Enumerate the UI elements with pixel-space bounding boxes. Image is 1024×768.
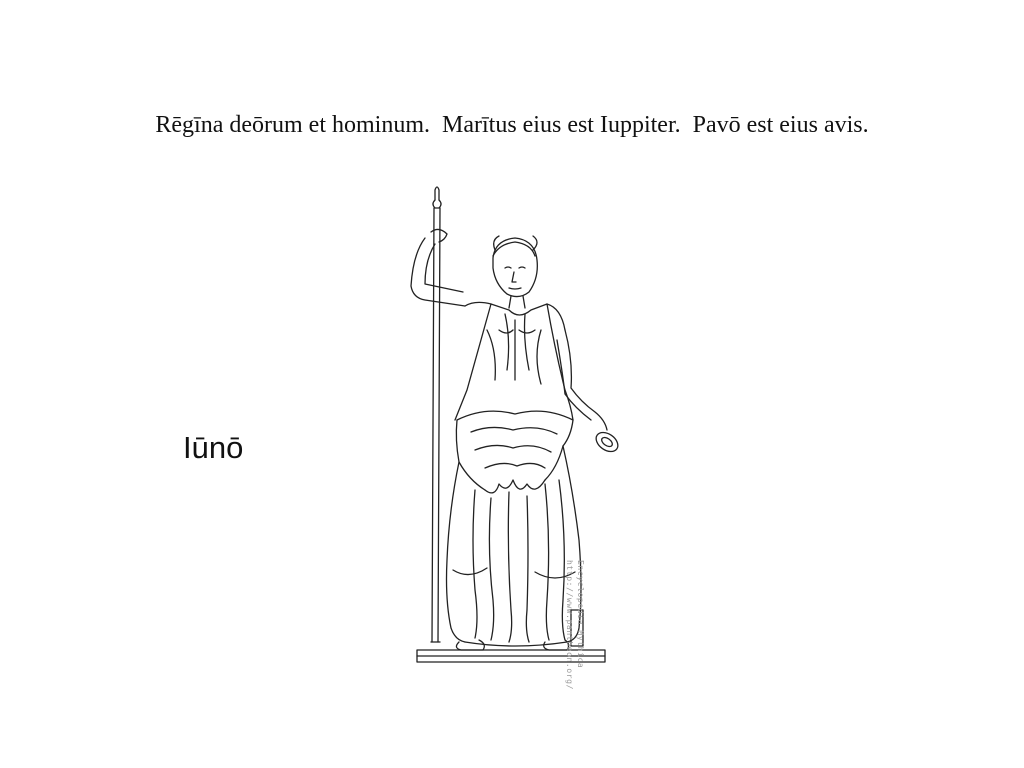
head (493, 236, 537, 308)
watermark-line-1: Encyclopedia Mythica (576, 560, 585, 669)
feet (456, 640, 568, 650)
scepter (431, 187, 441, 642)
watermark-line-2: http://www.pantheon.org/ (565, 560, 574, 690)
raised-arm (411, 229, 465, 306)
watermark (560, 560, 670, 690)
upper-garment (455, 302, 573, 420)
drapery-overfold (456, 411, 573, 493)
slide-caption: Rēgīna deōrum et hominum. Marītus eius est Iuppiter. Pavō est eius avis. (155, 112, 869, 138)
deity-name-label: Iūnō (183, 430, 244, 465)
